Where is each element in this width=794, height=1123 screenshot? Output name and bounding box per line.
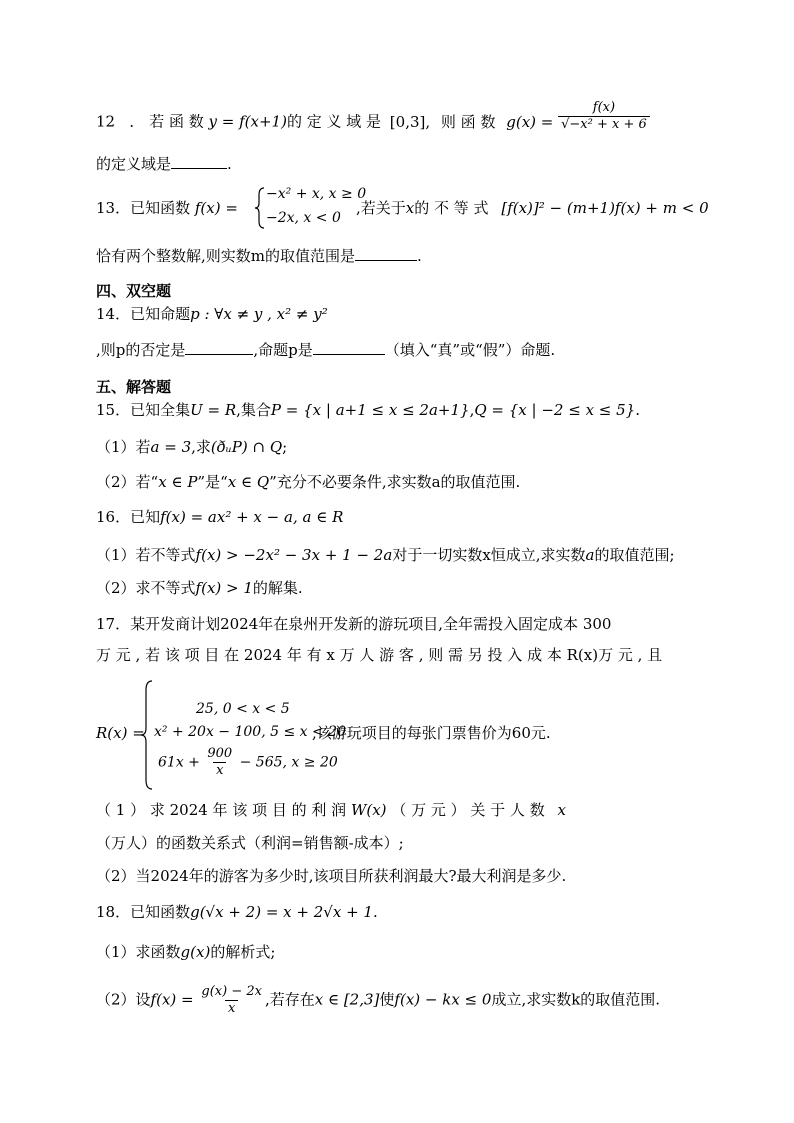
- section-4-title: 四、双空题: [96, 282, 172, 300]
- q16-part2: （2）求不等式f(x) > 1的解集.: [96, 579, 303, 597]
- q13-brace: [254, 187, 266, 229]
- q17-part1: （ 1 ） 求 2024 年 该 项 目 的 利 润 W(x) （ 万 元 ） 关 于 人 数 x: [96, 801, 566, 819]
- q17-case1: 25, 0 < x < 5: [196, 701, 290, 717]
- q13-line1-tail: ,若关于x的 不 等 式 [f(x)]² − (m+1)f(x) + m < 0: [356, 199, 709, 217]
- q17-brace: [140, 680, 154, 790]
- q17-line1: 17．某开发商计划2024年在泉州开发新的游玩项目,全年需投入固定成本 300: [96, 615, 612, 633]
- q16-part1: （1）若不等式f(x) > −2x² − 3x + 1 − 2a对于一切实数x恒成立,求实数a的取值范围;: [96, 546, 675, 564]
- q15-part2: （2）若“x ∈ P”是“x ∈ Q”充分不必要条件,求实数a的取值范围.: [96, 473, 521, 491]
- q13-case2: −2x, x < 0: [266, 210, 341, 226]
- q17-case2: x² + 20x − 100, 5 ≤ x < 20: [154, 724, 346, 740]
- q17-case3: 61x + $\frac{900}{x}$ − 565, x ≥ 20: [158, 746, 338, 778]
- q17-line2: 万 元 , 若 该 项 目 在 2024 年 有 x 万 人 游 客 , 则 需 另 投 入 成 本 R(x)万 元 , 且: [96, 646, 663, 664]
- q14-answer-blank-2[interactable]: [313, 340, 385, 355]
- q18-part1: （1）求函数g(x)的解析式;: [96, 943, 276, 961]
- q15-part1: （1）若a = 3,求(ðᵤP) ∩ Q;: [96, 438, 288, 456]
- q13-case1: −x² + x, x ≥ 0: [266, 186, 367, 202]
- q17-tail: ,该游玩项目的每张门票售价为60元.: [312, 724, 551, 742]
- q13-line1: 13．已知函数 f(x) =: [96, 199, 238, 217]
- q16-line1: 16．已知f(x) = ax² + x − a, a ∈ R: [96, 508, 344, 526]
- q17-part2: （2）当2024年的游客为多少时,该项目所获利润最大?最大利润是多少.: [96, 867, 567, 885]
- q14-line1: 14．已知命题p : ∀x ≠ y , x² ≠ y²: [96, 305, 328, 323]
- q13-answer-blank[interactable]: [355, 246, 417, 261]
- q12-number: 12: [96, 112, 116, 131]
- q12-line2: 的定义域是 .: [96, 155, 232, 173]
- q12-answer-blank[interactable]: [171, 154, 227, 169]
- q15-line1: 15．已知全集U = R,集合P = {x | a+1 ≤ x ≤ 2a+1},Q = {x | −2 ≤ x ≤ 5}.: [96, 401, 641, 419]
- q17-R-lhs: R(x) =: [96, 724, 145, 742]
- q14-line2: ,则p的否定是 ,命题p是 （填入“真”或“假”）命题.: [96, 341, 556, 359]
- q17-fraction: $\frac{900}{x}$: [207, 746, 233, 778]
- q12-line1: 12 ． 若 函 数 y = f(x+1)的 定 义 域 是 [0,3], 则 函 数 g(x) = $\frac{f(x)}{\text{√−x² + x + 6}}$: [96, 106, 650, 139]
- q12-fraction: $\frac{f(x)}{\text{√−x² + x + 6}}$: [558, 100, 650, 133]
- section-5-title: 五、解答题: [96, 378, 172, 396]
- q18-part2: （2）设f(x) = $\frac{g(x) - 2x}{x}$ ,若存在x ∈ [2,3]使f(x) − kx ≤ 0成立,求实数k的取值范围.: [96, 984, 661, 1016]
- q18-line1: 18．已知函数g(√x + 2) = x + 2√x + 1.: [96, 903, 378, 921]
- q13-line2: 恰有两个整数解,则实数m的取值范围是 .: [96, 247, 422, 265]
- q17-part1-cont: （万人）的函数关系式（利润=销售额-成本）;: [96, 834, 404, 852]
- q18-fraction: $\frac{g(x) - 2x}{x}$: [201, 984, 262, 1016]
- q14-answer-blank-1[interactable]: [185, 340, 253, 355]
